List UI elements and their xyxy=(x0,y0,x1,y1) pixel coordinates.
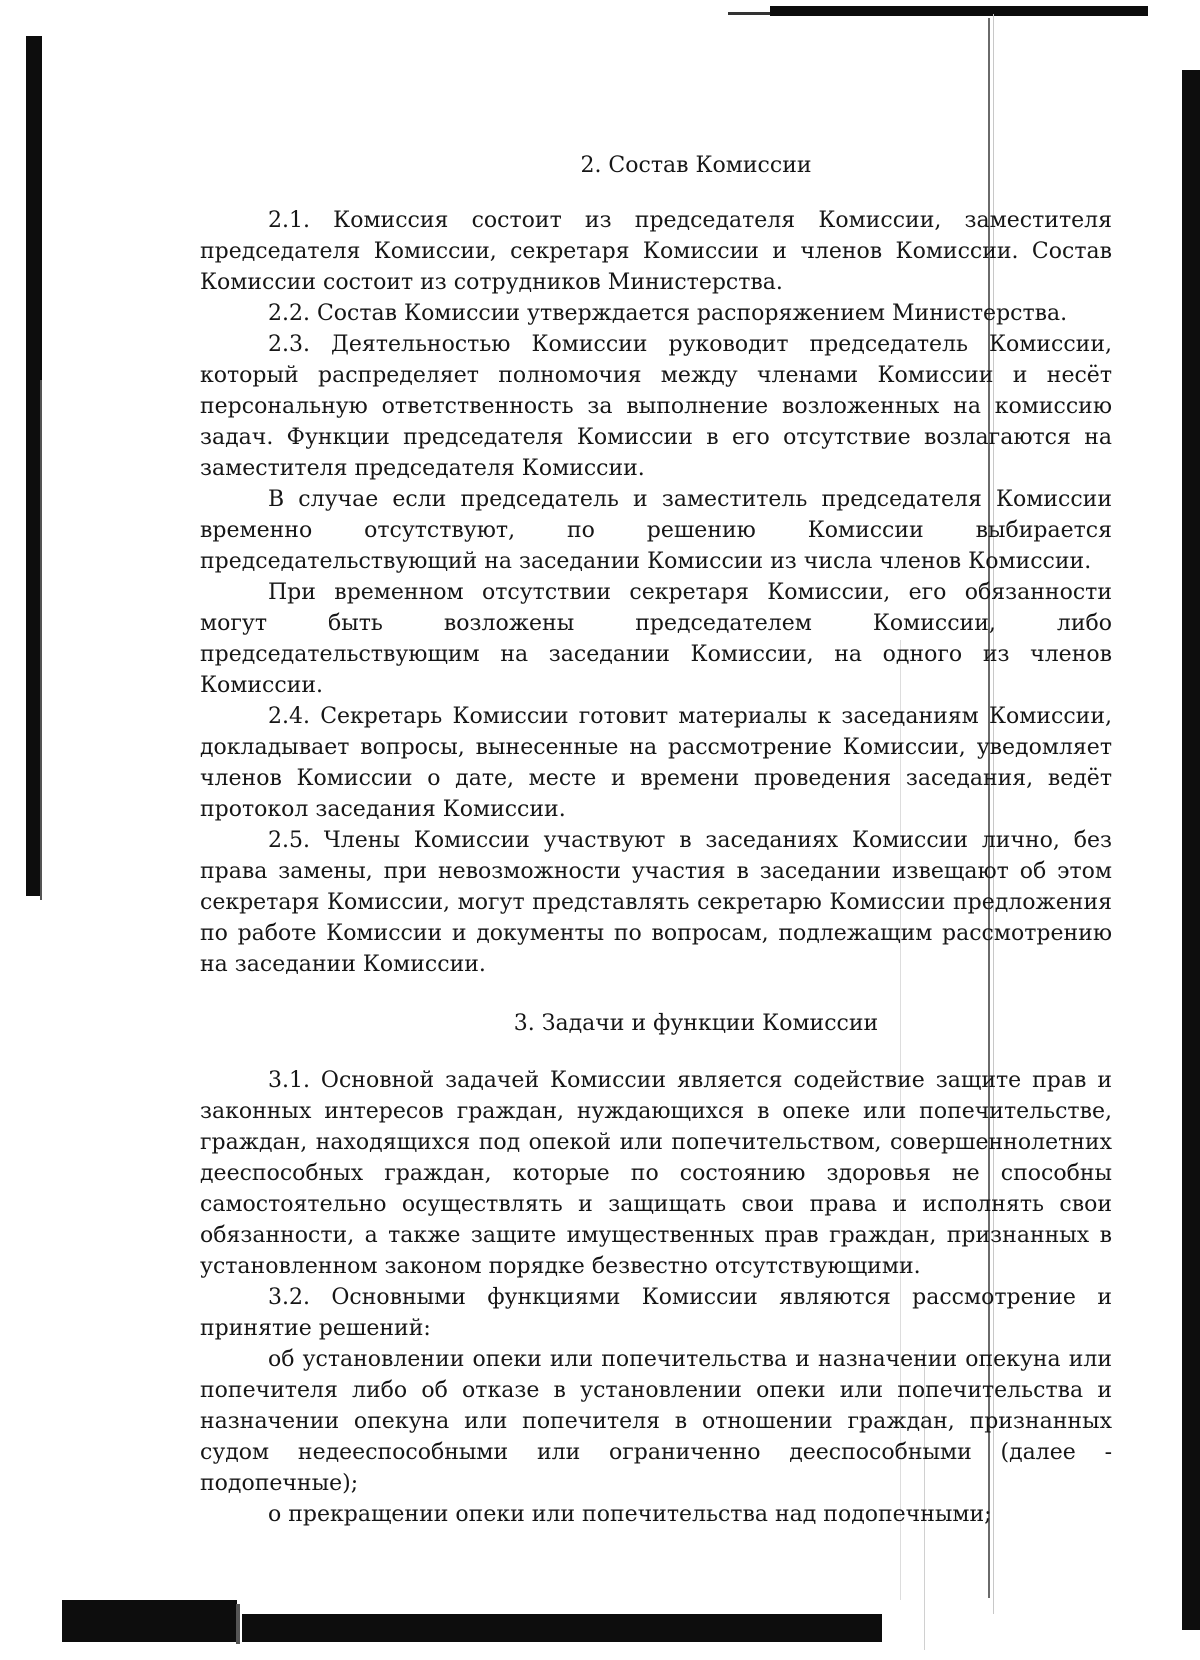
section-3-body xyxy=(200,1065,1112,1530)
paragraph-2-5: 2.5. Члены Комиссии участвуют в заседаниях Комиссии лично, без права замены, при невозможности участия в заседании извещают об этом секретаря Комиссии, могут представлять секретарю Комиссии предложения по работе Комиссии и документы по вопросам, подлежащим рассмотрению на заседании Комиссии. xyxy=(200,828,1112,977)
paragraph-2-3-secretary: При временном отсутствии секретаря Комиссии, его обязанности могут быть возложены председателем Комиссии, либо председательствующим на заседании Комиссии, на одного из членов Комиссии. xyxy=(200,580,1112,698)
scan-edge-top xyxy=(770,6,1148,16)
scan-edge-bottom-gap xyxy=(236,1604,240,1644)
paragraph-2-3: 2.3. Деятельностью Комиссии руководит председатель Комиссии, который распределяет полномочия между членами Комиссии и несёт персональную ответственность за выполнение возложенных на комиссию задач. Функции председателя Комиссии в его отсутствие возлагаются на заместителя председателя Комиссии. xyxy=(200,332,1112,481)
paragraph-3-2-termination: о прекращении опеки или попечительства над подопечными; xyxy=(268,1502,992,1527)
document-page xyxy=(200,150,1112,1530)
paragraph-2-3-absence: В случае если председатель и заместитель председателя Комиссии временно отсутствуют, по решению Комиссии выбирается председательствующий на заседании Комиссии из числа членов Комиссии. xyxy=(200,487,1112,574)
paragraph-3-2: 3.2. Основными функциями Комиссии являются рассмотрение и принятие решений: xyxy=(200,1285,1112,1341)
section-3-title: 3. Задачи и функции Комиссии xyxy=(513,1011,879,1036)
paragraph-3-1: 3.1. Основной задачей Комиссии является содействие защите прав и законных интересов граждан, нуждающихся в опеке или попечительстве, граждан, находящихся под опекой или попечительством, совершеннолетних дееспособных граждан, которые по состоянию здоровья не способны самостоятельно осуществлять и защищать свои права и исполнять свои обязанности, а также защите имущественных прав граждан, признанных в установленном законом порядке безвестно отсутствующими. xyxy=(200,1068,1112,1279)
scan-edge-bottom-2 xyxy=(242,1614,882,1642)
paragraph-2-1: 2.1. Комиссия состоит из председателя Комиссии, заместителя председателя Комиссии, секретаря Комиссии и членов Комиссии. Состав Комиссии состоит из сотрудников Министерства. xyxy=(200,208,1112,295)
paragraph-2-4: 2.4. Секретарь Комиссии готовит материалы к заседаниям Комиссии, докладывает вопросы, вынесенные на рассмотрение Комиссии, уведомляет членов Комиссии о дате, месте и времени проведения заседания, ведёт протокол заседания Комиссии. xyxy=(200,704,1112,822)
scan-edge-left-thin xyxy=(40,380,42,900)
section-2-body xyxy=(200,205,1112,980)
scan-edge-top-thin xyxy=(728,12,772,15)
scan-edge-right xyxy=(1182,70,1200,1630)
paragraph-2-2: 2.2. Состав Комиссии утверждается распоряжением Министерства. xyxy=(268,301,1068,326)
paragraph-3-2-guardianship: об установлении опеки или попечительства и назначении опекуна или попечителя либо об отказе в установлении опеки или попечительства и назначении опекуна или попечителя в отношении граждан, признанных судом недееспособными или ограниченно дееспособными (далее - подопечные); xyxy=(200,1347,1112,1496)
section-2-title: 2. Состав Комиссии xyxy=(580,153,812,178)
scan-edge-bottom xyxy=(62,1600,237,1642)
